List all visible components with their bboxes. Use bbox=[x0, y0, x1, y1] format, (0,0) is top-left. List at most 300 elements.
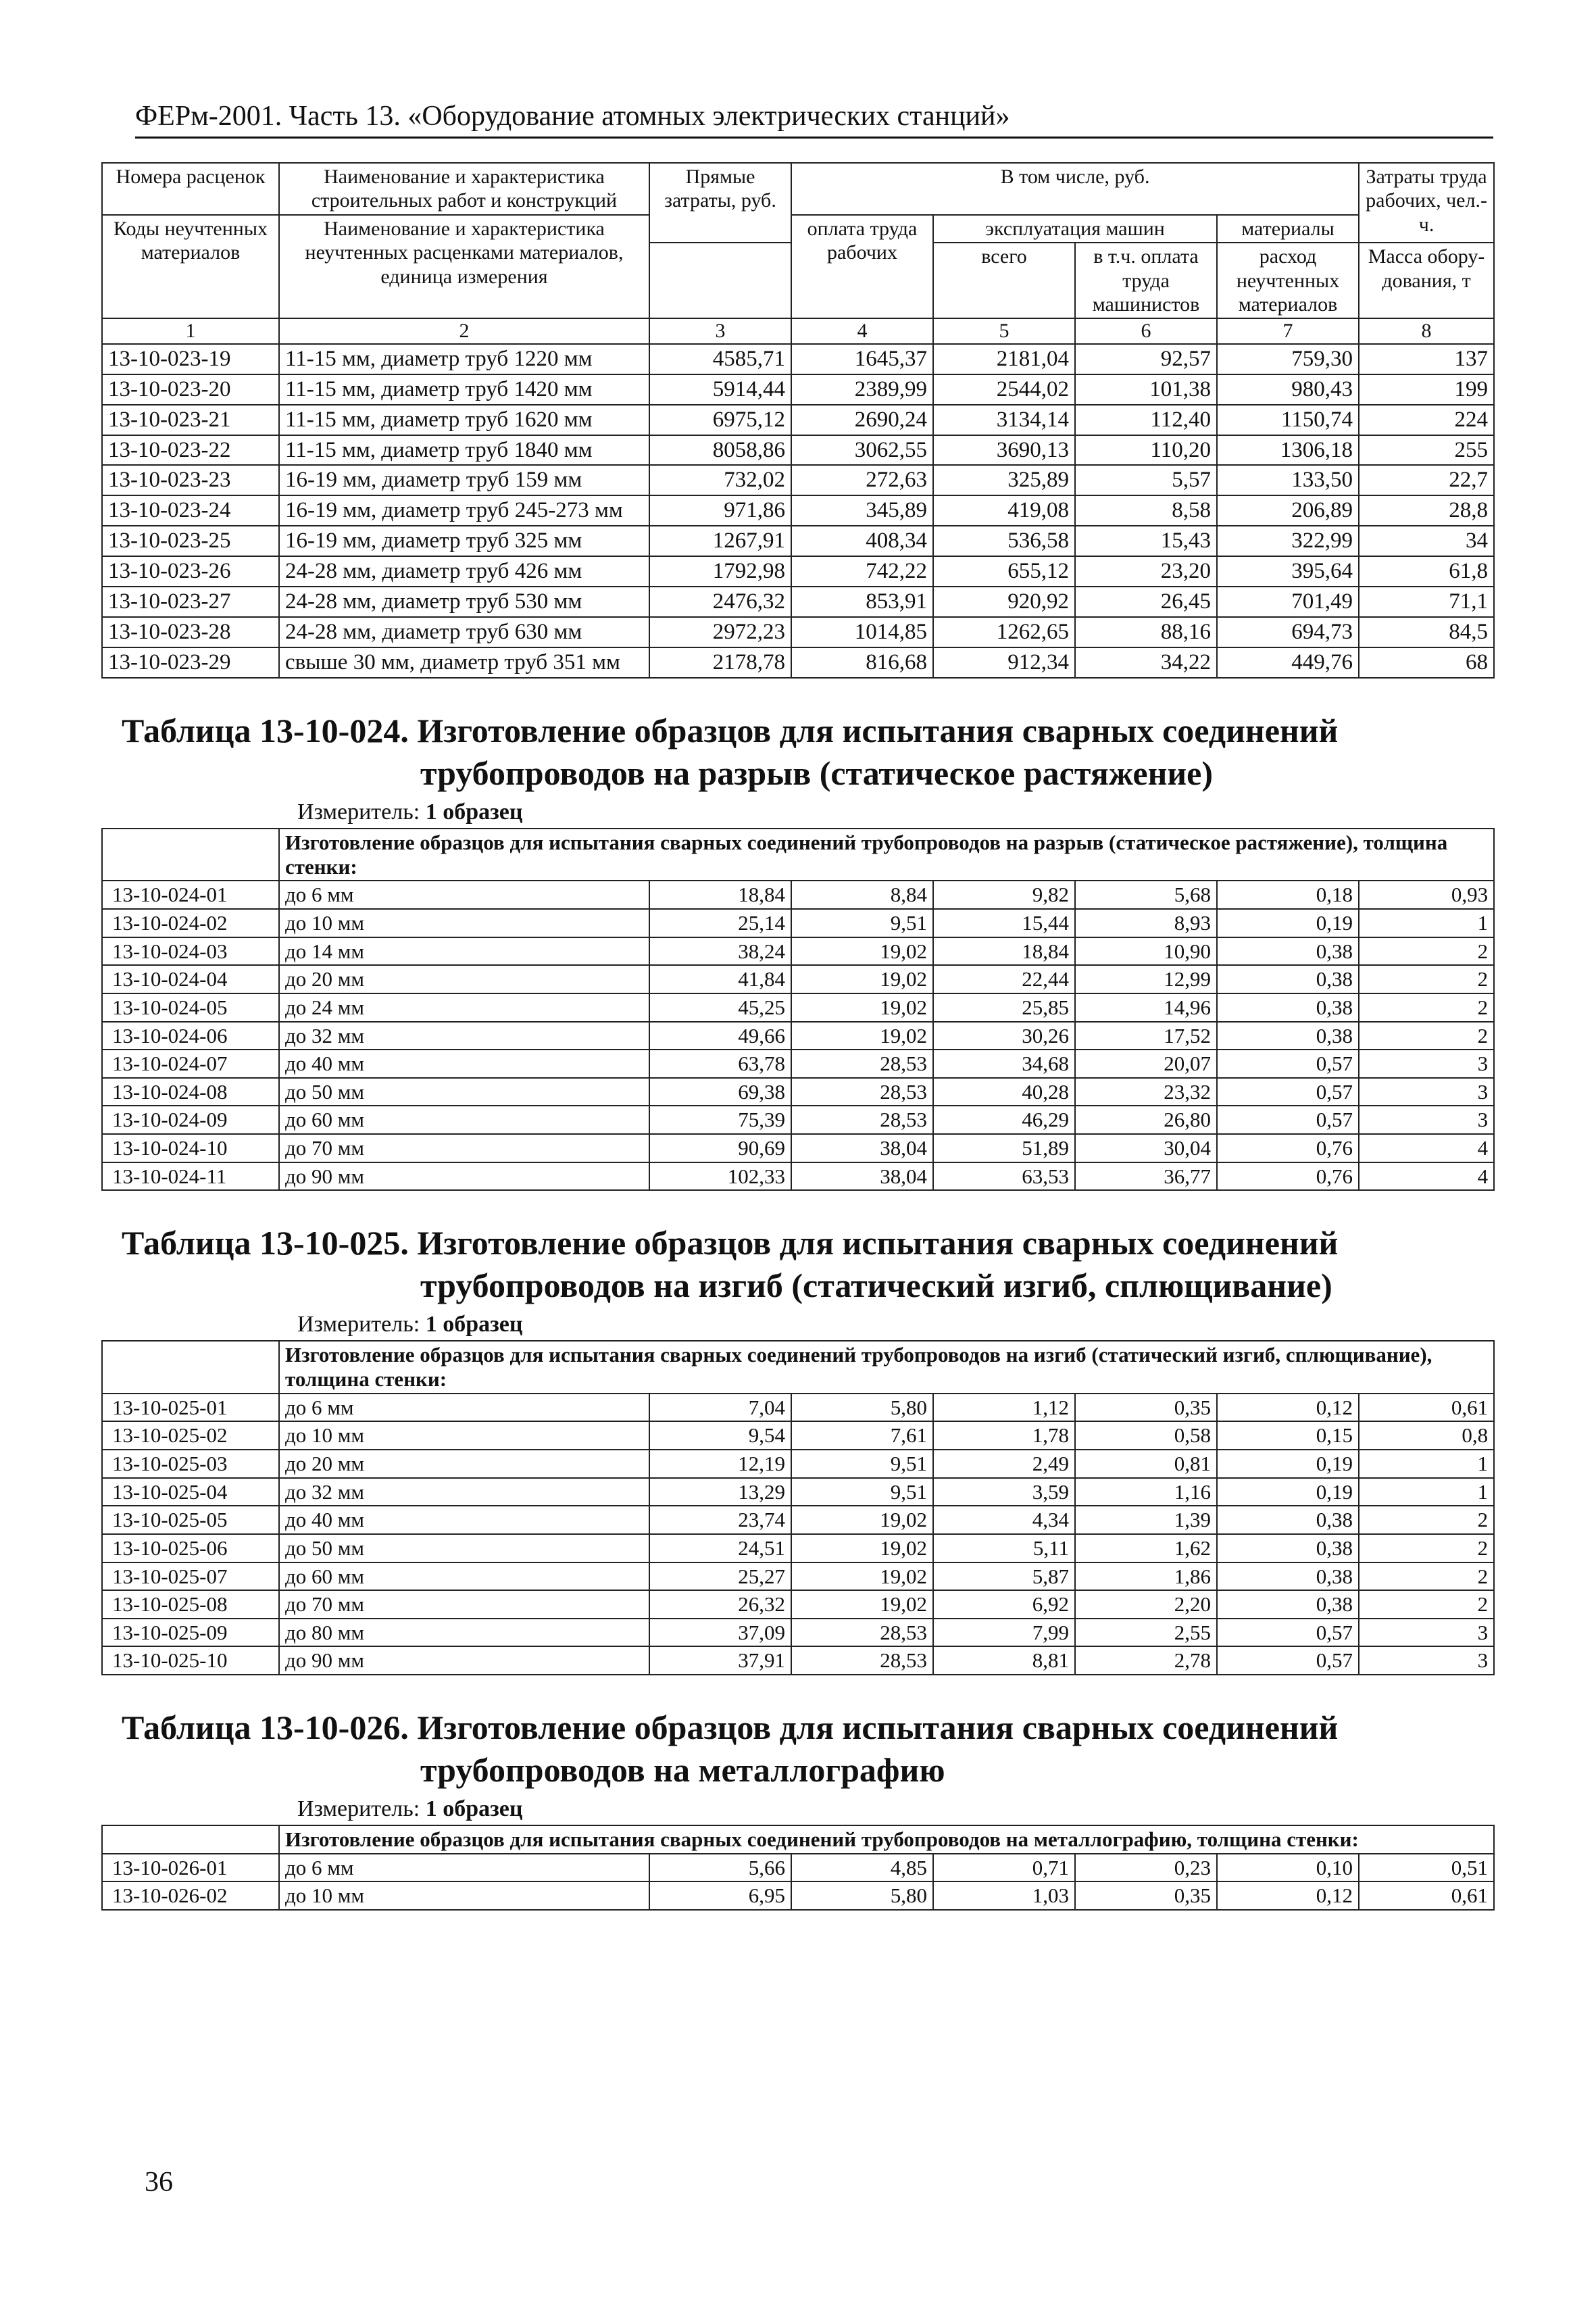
value-cell: 0,35 bbox=[1075, 1881, 1217, 1910]
table-row bbox=[102, 556, 1494, 587]
document-sheet bbox=[101, 162, 1493, 1911]
rate-code: 13-10-025-05 bbox=[102, 1506, 279, 1534]
value-cell: 37,09 bbox=[649, 1619, 791, 1647]
table-row bbox=[102, 1022, 1494, 1050]
value-cell: 6,92 bbox=[933, 1590, 1075, 1619]
work-name: до 32 мм bbox=[279, 1478, 649, 1506]
value-cell: 1,78 bbox=[933, 1421, 1075, 1450]
table-026-desc-code bbox=[102, 1825, 279, 1854]
value-cell: 0,38 bbox=[1217, 1506, 1359, 1534]
work-name: свыше 30 мм, диаметр труб 351 мм bbox=[279, 647, 649, 678]
table-024-title-line2: трубопроводов на разрыв (статическое растяжение) bbox=[420, 754, 1214, 792]
value-cell: 0,38 bbox=[1217, 1022, 1359, 1050]
value-cell: 8,81 bbox=[933, 1646, 1075, 1675]
value-cell: 345,89 bbox=[791, 495, 933, 526]
value-cell: 24,51 bbox=[649, 1534, 791, 1562]
header-direct-costs: Прямые затраты, руб. bbox=[649, 163, 791, 243]
table-025-description: Изготовление образцов для испытания сварных соединений трубопроводов на изгиб (статический изгиб, сплющивание), толщина стенки: bbox=[279, 1341, 1494, 1393]
rate-code: 13-10-024-07 bbox=[102, 1050, 279, 1078]
value-cell: 2,78 bbox=[1075, 1646, 1217, 1675]
value-cell: 28,8 bbox=[1359, 495, 1494, 526]
value-cell: 2,20 bbox=[1075, 1590, 1217, 1619]
value-cell: 3 bbox=[1359, 1646, 1494, 1675]
table-header bbox=[102, 163, 1494, 344]
rate-code: 13-10-025-09 bbox=[102, 1619, 279, 1647]
work-name: до 60 мм bbox=[279, 1106, 649, 1134]
header-col2-top: Наименование и характеристика строительных работ и конструкций bbox=[279, 163, 649, 215]
rate-code: 13-10-023-29 bbox=[102, 647, 279, 678]
value-cell: 2,49 bbox=[933, 1450, 1075, 1478]
value-cell: 0,38 bbox=[1217, 965, 1359, 993]
value-cell: 0,19 bbox=[1217, 1450, 1359, 1478]
table-row bbox=[102, 435, 1494, 466]
value-cell: 0,57 bbox=[1217, 1050, 1359, 1078]
value-cell: 18,84 bbox=[933, 937, 1075, 966]
value-cell: 8058,86 bbox=[649, 435, 791, 466]
value-cell: 25,27 bbox=[649, 1562, 791, 1591]
value-cell: 980,43 bbox=[1217, 374, 1359, 405]
value-cell: 90,69 bbox=[649, 1134, 791, 1162]
value-cell: 19,02 bbox=[791, 1562, 933, 1591]
table-024-title-line1: Таблица 13-10-024. Изготовление образцов для испытания сварных соединений bbox=[122, 712, 1339, 750]
value-cell: 41,84 bbox=[649, 965, 791, 993]
header-machines: эксплуатация машин bbox=[933, 215, 1217, 243]
value-cell: 14,96 bbox=[1075, 993, 1217, 1022]
value-cell: 0,81 bbox=[1075, 1450, 1217, 1478]
work-name: 11-15 мм, диаметр труб 1420 мм bbox=[279, 374, 649, 405]
table-025-desc-code bbox=[102, 1341, 279, 1393]
value-cell: 1306,18 bbox=[1217, 435, 1359, 466]
value-cell: 1267,91 bbox=[649, 526, 791, 556]
value-cell: 0,57 bbox=[1217, 1646, 1359, 1675]
rate-code: 13-10-023-25 bbox=[102, 526, 279, 556]
value-cell: 92,57 bbox=[1075, 344, 1217, 374]
value-cell: 37,91 bbox=[649, 1646, 791, 1675]
value-cell: 12,19 bbox=[649, 1450, 791, 1478]
value-cell: 84,5 bbox=[1359, 617, 1494, 647]
value-cell: 6,95 bbox=[649, 1881, 791, 1910]
table-024-body bbox=[102, 881, 1494, 1190]
work-name: до 20 мм bbox=[279, 965, 649, 993]
table-row bbox=[102, 1534, 1494, 1562]
work-name: 16-19 мм, диаметр труб 159 мм bbox=[279, 465, 649, 495]
value-cell: 61,8 bbox=[1359, 556, 1494, 587]
value-cell: 5,68 bbox=[1075, 881, 1217, 909]
value-cell: 3 bbox=[1359, 1106, 1494, 1134]
col-num-3: 3 bbox=[649, 318, 791, 343]
value-cell: 701,49 bbox=[1217, 587, 1359, 617]
work-name: до 70 мм bbox=[279, 1134, 649, 1162]
value-cell: 110,20 bbox=[1075, 435, 1217, 466]
value-cell: 5,87 bbox=[933, 1562, 1075, 1591]
value-cell: 6975,12 bbox=[649, 405, 791, 435]
header-mass: Масса обору-дования, т bbox=[1359, 243, 1494, 318]
value-cell: 34 bbox=[1359, 526, 1494, 556]
value-cell: 19,02 bbox=[791, 1506, 933, 1534]
table-row bbox=[102, 1854, 1494, 1882]
value-cell: 15,44 bbox=[933, 909, 1075, 937]
value-cell: 1150,74 bbox=[1217, 405, 1359, 435]
table-row bbox=[102, 647, 1494, 678]
value-cell: 15,43 bbox=[1075, 526, 1217, 556]
value-cell: 5,11 bbox=[933, 1534, 1075, 1562]
value-cell: 9,54 bbox=[649, 1421, 791, 1450]
value-cell: 0,57 bbox=[1217, 1078, 1359, 1106]
col-num-1: 1 bbox=[102, 318, 279, 343]
value-cell: 0,19 bbox=[1217, 1478, 1359, 1506]
value-cell: 38,24 bbox=[649, 937, 791, 966]
work-name: до 80 мм bbox=[279, 1619, 649, 1647]
value-cell: 449,76 bbox=[1217, 647, 1359, 678]
value-cell: 2181,04 bbox=[933, 344, 1075, 374]
table-row bbox=[102, 1562, 1494, 1591]
value-cell: 9,51 bbox=[791, 909, 933, 937]
rate-code: 13-10-023-27 bbox=[102, 587, 279, 617]
rate-code: 13-10-024-08 bbox=[102, 1078, 279, 1106]
work-name: до 40 мм bbox=[279, 1050, 649, 1078]
value-cell: 3062,55 bbox=[791, 435, 933, 466]
header-machines-total: всего bbox=[933, 243, 1075, 318]
value-cell: 1 bbox=[1359, 909, 1494, 937]
value-cell: 1,86 bbox=[1075, 1562, 1217, 1591]
value-cell: 2389,99 bbox=[791, 374, 933, 405]
rate-code: 13-10-023-24 bbox=[102, 495, 279, 526]
value-cell: 19,02 bbox=[791, 1534, 933, 1562]
value-cell: 920,92 bbox=[933, 587, 1075, 617]
table-13-10-024 bbox=[101, 828, 1495, 1191]
table-025-measure-label: Измеритель: bbox=[297, 1312, 420, 1337]
table-026-measure-label: Измеритель: bbox=[297, 1796, 420, 1822]
rate-code: 13-10-024-11 bbox=[102, 1162, 279, 1191]
work-name: 24-28 мм, диаметр труб 630 мм bbox=[279, 617, 649, 647]
work-name: до 32 мм bbox=[279, 1022, 649, 1050]
table-row bbox=[102, 1421, 1494, 1450]
value-cell: 2544,02 bbox=[933, 374, 1075, 405]
page-header: ФЕРм-2001. Часть 13. «Оборудование атомных электрических станций» bbox=[135, 100, 1493, 139]
value-cell: 1,39 bbox=[1075, 1506, 1217, 1534]
value-cell: 3690,13 bbox=[933, 435, 1075, 466]
value-cell: 5914,44 bbox=[649, 374, 791, 405]
value-cell: 63,78 bbox=[649, 1050, 791, 1078]
value-cell: 0,35 bbox=[1075, 1394, 1217, 1422]
value-cell: 2972,23 bbox=[649, 617, 791, 647]
value-cell: 38,04 bbox=[791, 1162, 933, 1191]
value-cell: 1 bbox=[1359, 1450, 1494, 1478]
value-cell: 2476,32 bbox=[649, 587, 791, 617]
table-026-title-line2: трубопроводов на металлографию bbox=[420, 1750, 945, 1789]
table-row bbox=[102, 881, 1494, 909]
table-row bbox=[102, 495, 1494, 526]
rate-code: 13-10-023-28 bbox=[102, 617, 279, 647]
table-023-body bbox=[102, 344, 1494, 678]
rate-code: 13-10-024-04 bbox=[102, 965, 279, 993]
table-024-measure-label: Измеритель: bbox=[297, 799, 420, 825]
table-024-measure bbox=[297, 799, 1493, 825]
work-name: до 6 мм bbox=[279, 881, 649, 909]
table-025-title-line1: Таблица 13-10-025. Изготовление образцов для испытания сварных соединений bbox=[122, 1224, 1339, 1262]
table-026-measure-value: 1 образец bbox=[425, 1796, 523, 1822]
value-cell: 19,02 bbox=[791, 993, 933, 1022]
table-row bbox=[102, 1590, 1494, 1619]
header-col1-top: Номера расценок bbox=[102, 163, 279, 215]
rate-code: 13-10-023-19 bbox=[102, 344, 279, 374]
table-row bbox=[102, 993, 1494, 1022]
work-name: до 6 мм bbox=[279, 1854, 649, 1882]
table-026-title-line1: Таблица 13-10-026. Изготовление образцов для испытания сварных соединений bbox=[122, 1708, 1339, 1747]
rate-code: 13-10-024-01 bbox=[102, 881, 279, 909]
value-cell: 1262,65 bbox=[933, 617, 1075, 647]
value-cell: 0,38 bbox=[1217, 993, 1359, 1022]
value-cell: 853,91 bbox=[791, 587, 933, 617]
value-cell: 71,1 bbox=[1359, 587, 1494, 617]
value-cell: 0,61 bbox=[1359, 1394, 1494, 1422]
rate-code: 13-10-025-03 bbox=[102, 1450, 279, 1478]
value-cell: 1645,37 bbox=[791, 344, 933, 374]
value-cell: 0,15 bbox=[1217, 1421, 1359, 1450]
value-cell: 63,53 bbox=[933, 1162, 1075, 1191]
rate-code: 13-10-025-02 bbox=[102, 1421, 279, 1450]
value-cell: 7,04 bbox=[649, 1394, 791, 1422]
value-cell: 36,77 bbox=[1075, 1162, 1217, 1191]
table-row bbox=[102, 1881, 1494, 1910]
value-cell: 38,04 bbox=[791, 1134, 933, 1162]
work-name: до 90 мм bbox=[279, 1646, 649, 1675]
value-cell: 0,12 bbox=[1217, 1881, 1359, 1910]
value-cell: 102,33 bbox=[649, 1162, 791, 1191]
value-cell: 2 bbox=[1359, 993, 1494, 1022]
value-cell: 0,38 bbox=[1217, 1562, 1359, 1591]
value-cell: 75,39 bbox=[649, 1106, 791, 1134]
table-024-title bbox=[122, 710, 1493, 794]
value-cell: 395,64 bbox=[1217, 556, 1359, 587]
value-cell: 28,53 bbox=[791, 1050, 933, 1078]
rate-code: 13-10-024-10 bbox=[102, 1134, 279, 1162]
work-name: 11-15 мм, диаметр труб 1220 мм bbox=[279, 344, 649, 374]
table-row bbox=[102, 937, 1494, 966]
value-cell: 0,38 bbox=[1217, 1590, 1359, 1619]
table-row bbox=[102, 1050, 1494, 1078]
col-num-8: 8 bbox=[1359, 318, 1494, 343]
value-cell: 22,7 bbox=[1359, 465, 1494, 495]
value-cell: 17,52 bbox=[1075, 1022, 1217, 1050]
value-cell: 4585,71 bbox=[649, 344, 791, 374]
work-name: до 40 мм bbox=[279, 1506, 649, 1534]
value-cell: 9,51 bbox=[791, 1478, 933, 1506]
rate-code: 13-10-024-05 bbox=[102, 993, 279, 1022]
value-cell: 20,07 bbox=[1075, 1050, 1217, 1078]
value-cell: 34,22 bbox=[1075, 647, 1217, 678]
table-row bbox=[102, 374, 1494, 405]
table-row bbox=[102, 1162, 1494, 1191]
value-cell: 1792,98 bbox=[649, 556, 791, 587]
value-cell: 742,22 bbox=[791, 556, 933, 587]
value-cell: 19,02 bbox=[791, 965, 933, 993]
table-025-measure bbox=[297, 1312, 1493, 1337]
value-cell: 5,57 bbox=[1075, 465, 1217, 495]
value-cell: 26,45 bbox=[1075, 587, 1217, 617]
work-name: 16-19 мм, диаметр труб 245-273 мм bbox=[279, 495, 649, 526]
rate-code: 13-10-024-06 bbox=[102, 1022, 279, 1050]
table-row bbox=[102, 1619, 1494, 1647]
rate-code: 13-10-024-03 bbox=[102, 937, 279, 966]
table-025-title-line2: трубопроводов на изгиб (статический изгиб, сплющивание) bbox=[420, 1266, 1332, 1304]
value-cell: 3 bbox=[1359, 1050, 1494, 1078]
value-cell: 325,89 bbox=[933, 465, 1075, 495]
value-cell: 7,61 bbox=[791, 1421, 933, 1450]
value-cell: 18,84 bbox=[649, 881, 791, 909]
value-cell: 13,29 bbox=[649, 1478, 791, 1506]
work-name: до 10 мм bbox=[279, 909, 649, 937]
value-cell: 0,23 bbox=[1075, 1854, 1217, 1882]
value-cell: 655,12 bbox=[933, 556, 1075, 587]
value-cell: 88,16 bbox=[1075, 617, 1217, 647]
value-cell: 3,59 bbox=[933, 1478, 1075, 1506]
value-cell: 199 bbox=[1359, 374, 1494, 405]
value-cell: 5,66 bbox=[649, 1854, 791, 1882]
col-num-5: 5 bbox=[933, 318, 1075, 343]
value-cell: 1,62 bbox=[1075, 1534, 1217, 1562]
table-row bbox=[102, 1394, 1494, 1422]
table-025-body bbox=[102, 1394, 1494, 1675]
table-13-10-026 bbox=[101, 1825, 1495, 1911]
work-name: 24-28 мм, диаметр труб 426 мм bbox=[279, 556, 649, 587]
value-cell: 3134,14 bbox=[933, 405, 1075, 435]
value-cell: 2 bbox=[1359, 1590, 1494, 1619]
rate-code: 13-10-026-01 bbox=[102, 1854, 279, 1882]
rate-code: 13-10-023-23 bbox=[102, 465, 279, 495]
table-026-body bbox=[102, 1854, 1494, 1910]
value-cell: 694,73 bbox=[1217, 617, 1359, 647]
value-cell: 7,99 bbox=[933, 1619, 1075, 1647]
table-13-10-023 bbox=[101, 162, 1495, 679]
table-row bbox=[102, 1478, 1494, 1506]
value-cell: 2 bbox=[1359, 965, 1494, 993]
value-cell: 0,19 bbox=[1217, 909, 1359, 937]
work-name: до 20 мм bbox=[279, 1450, 649, 1478]
value-cell: 0,8 bbox=[1359, 1421, 1494, 1450]
value-cell: 0,76 bbox=[1217, 1134, 1359, 1162]
value-cell: 4 bbox=[1359, 1134, 1494, 1162]
value-cell: 0,57 bbox=[1217, 1106, 1359, 1134]
rate-code: 13-10-023-21 bbox=[102, 405, 279, 435]
table-row bbox=[102, 1078, 1494, 1106]
value-cell: 2 bbox=[1359, 937, 1494, 966]
value-cell: 49,66 bbox=[649, 1022, 791, 1050]
value-cell: 26,80 bbox=[1075, 1106, 1217, 1134]
value-cell: 0,71 bbox=[933, 1854, 1075, 1882]
value-cell: 2 bbox=[1359, 1534, 1494, 1562]
header-including: В том числе, руб. bbox=[791, 163, 1359, 215]
value-cell: 101,38 bbox=[1075, 374, 1217, 405]
value-cell: 9,51 bbox=[791, 1450, 933, 1478]
table-026-description: Изготовление образцов для испытания сварных соединений трубопроводов на металлографию, толщина стенки: bbox=[279, 1825, 1494, 1854]
rate-code: 13-10-025-01 bbox=[102, 1394, 279, 1422]
value-cell: 2690,24 bbox=[791, 405, 933, 435]
value-cell: 28,53 bbox=[791, 1646, 933, 1675]
col-num-6: 6 bbox=[1075, 318, 1217, 343]
value-cell: 112,40 bbox=[1075, 405, 1217, 435]
value-cell: 30,04 bbox=[1075, 1134, 1217, 1162]
work-name: до 6 мм bbox=[279, 1394, 649, 1422]
value-cell: 0,51 bbox=[1359, 1854, 1494, 1882]
value-cell: 3 bbox=[1359, 1619, 1494, 1647]
work-name: до 10 мм bbox=[279, 1421, 649, 1450]
value-cell: 46,29 bbox=[933, 1106, 1075, 1134]
header-machinist-wage: в т.ч. оплата труда машинистов bbox=[1075, 243, 1217, 318]
rate-code: 13-10-025-08 bbox=[102, 1590, 279, 1619]
value-cell: 224 bbox=[1359, 405, 1494, 435]
value-cell: 1014,85 bbox=[791, 617, 933, 647]
value-cell: 272,63 bbox=[791, 465, 933, 495]
value-cell: 759,30 bbox=[1217, 344, 1359, 374]
table-row bbox=[102, 587, 1494, 617]
value-cell: 25,85 bbox=[933, 993, 1075, 1022]
rate-code: 13-10-023-26 bbox=[102, 556, 279, 587]
value-cell: 3 bbox=[1359, 1078, 1494, 1106]
header-labor: Затраты труда рабочих, чел.-ч. bbox=[1359, 163, 1494, 243]
value-cell: 1,12 bbox=[933, 1394, 1075, 1422]
value-cell: 1,03 bbox=[933, 1881, 1075, 1910]
value-cell: 2 bbox=[1359, 1562, 1494, 1591]
table-row bbox=[102, 1506, 1494, 1534]
value-cell: 4 bbox=[1359, 1162, 1494, 1191]
value-cell: 2 bbox=[1359, 1022, 1494, 1050]
value-cell: 971,86 bbox=[649, 495, 791, 526]
table-row bbox=[102, 909, 1494, 937]
value-cell: 322,99 bbox=[1217, 526, 1359, 556]
work-name: до 70 мм bbox=[279, 1590, 649, 1619]
value-cell: 408,34 bbox=[791, 526, 933, 556]
table-row bbox=[102, 1134, 1494, 1162]
value-cell: 9,82 bbox=[933, 881, 1075, 909]
value-cell: 28,53 bbox=[791, 1078, 933, 1106]
header-wage: оплата труда рабочих bbox=[791, 215, 933, 319]
work-name: до 24 мм bbox=[279, 993, 649, 1022]
rate-code: 13-10-023-22 bbox=[102, 435, 279, 466]
work-name: 24-28 мм, диаметр труб 530 мм bbox=[279, 587, 649, 617]
col-num-2: 2 bbox=[279, 318, 649, 343]
work-name: 16-19 мм, диаметр труб 325 мм bbox=[279, 526, 649, 556]
rate-code: 13-10-024-09 bbox=[102, 1106, 279, 1134]
header-materials-use: расход неучтенных материалов bbox=[1217, 243, 1359, 318]
value-cell: 19,02 bbox=[791, 937, 933, 966]
value-cell: 732,02 bbox=[649, 465, 791, 495]
value-cell: 0,57 bbox=[1217, 1619, 1359, 1647]
table-024-desc-code bbox=[102, 829, 279, 881]
value-cell: 536,58 bbox=[933, 526, 1075, 556]
value-cell: 40,28 bbox=[933, 1078, 1075, 1106]
table-024-description: Изготовление образцов для испытания сварных соединений трубопроводов на разрыв (статическое растяжение), толщина стенки: bbox=[279, 829, 1494, 881]
value-cell: 26,32 bbox=[649, 1590, 791, 1619]
work-name: до 60 мм bbox=[279, 1562, 649, 1591]
value-cell: 10,90 bbox=[1075, 937, 1217, 966]
value-cell: 0,76 bbox=[1217, 1162, 1359, 1191]
value-cell: 0,38 bbox=[1217, 1534, 1359, 1562]
value-cell: 23,74 bbox=[649, 1506, 791, 1534]
value-cell: 0,18 bbox=[1217, 881, 1359, 909]
work-name: 11-15 мм, диаметр труб 1840 мм bbox=[279, 435, 649, 466]
header-col1-bottom: Коды неучтенных материалов bbox=[102, 215, 279, 319]
value-cell: 8,93 bbox=[1075, 909, 1217, 937]
rate-code: 13-10-025-06 bbox=[102, 1534, 279, 1562]
value-cell: 816,68 bbox=[791, 647, 933, 678]
table-row bbox=[102, 526, 1494, 556]
value-cell: 255 bbox=[1359, 435, 1494, 466]
value-cell: 419,08 bbox=[933, 495, 1075, 526]
value-cell: 4,85 bbox=[791, 1854, 933, 1882]
header-materials: материалы bbox=[1217, 215, 1359, 243]
value-cell: 4,34 bbox=[933, 1506, 1075, 1534]
